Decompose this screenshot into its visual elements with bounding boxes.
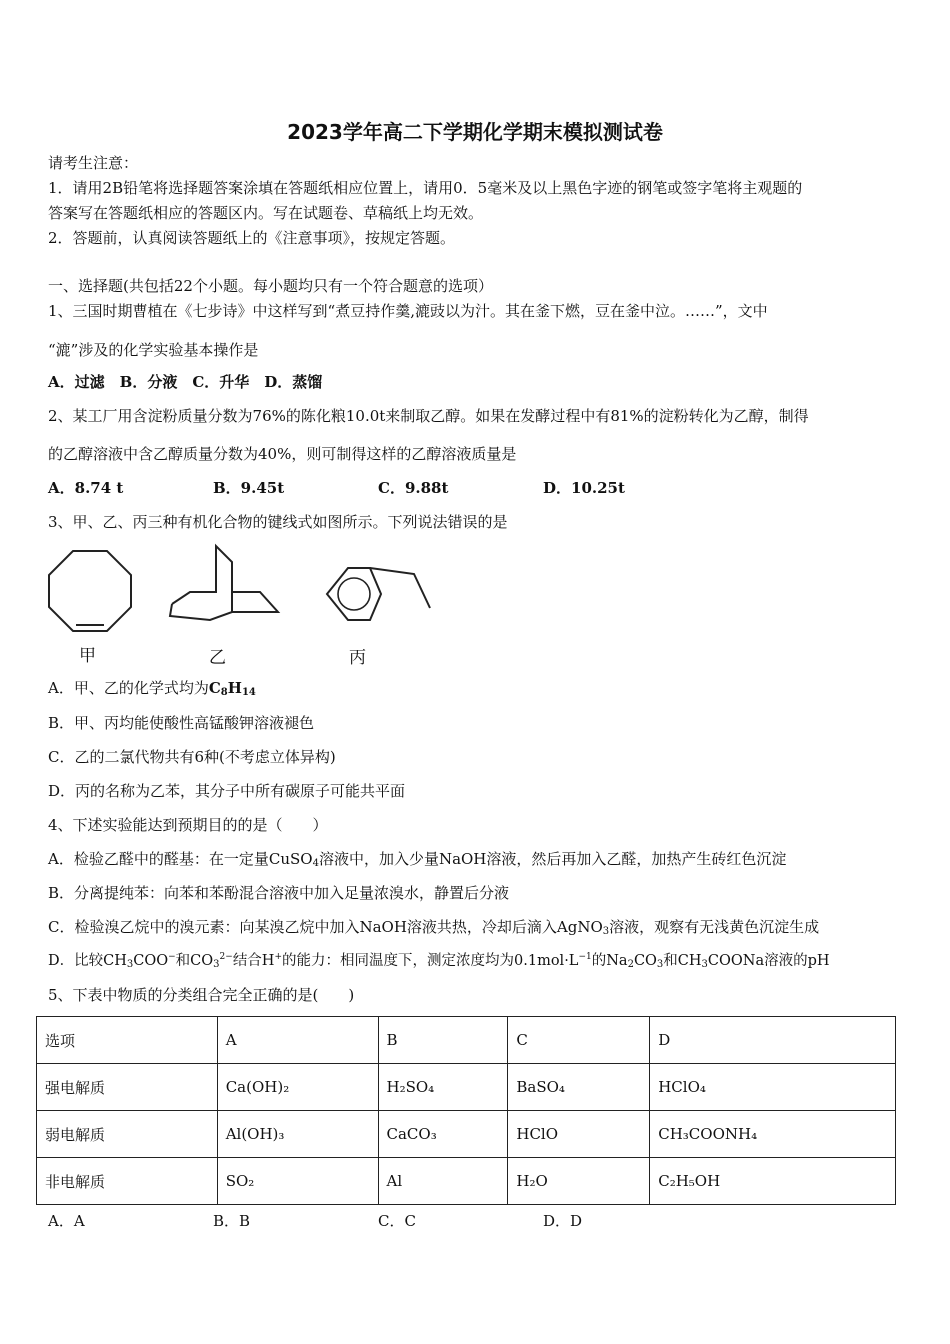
question-3-option-b: B．甲、丙均能使酸性高锰酸钾溶液褪色 [48, 714, 315, 732]
classification-table [36, 1016, 896, 1205]
question-3-option-c: C．乙的二氯代物共有6种(不考虑立体异构) [48, 748, 336, 766]
question-5-option-a: A．A [48, 1212, 85, 1230]
question-4-option-d: D．比较$CH_3COO^-$和$CO_3^{2-}$结合H+的能力：相同温度下，测定浓度均为$0.1mol\cdot L^{-1}$的$Na_2CO_3$和$CH_3COONa$溶液的pH [48, 952, 830, 970]
question-2-option-c: C．9.88t [378, 479, 449, 497]
question-2-option-a: A．8.74 t [48, 479, 124, 497]
cyclooctene-structure [40, 545, 140, 637]
aromatic-ring-circle [338, 578, 370, 610]
table-cell: 非电解质 [37, 1158, 218, 1205]
question-4-option-a: A．检验乙醛中的醛基：在一定量CuSO$_4$溶液中，加入少量NaOH溶液，然后再加入乙醛，加热产生砖红色沉淀 [48, 850, 787, 869]
question-4-stem: 4、下述实验能达到预期目的的是（ ） [48, 816, 328, 834]
table-cell: Al [378, 1158, 508, 1205]
question-1-options: A．过滤 B．分液 C．升华 D．蒸馏 [48, 373, 323, 391]
question-5-option-d: D．D [543, 1212, 583, 1230]
table-cell: 选项 [37, 1017, 218, 1064]
table-cell: SO₂ [217, 1158, 378, 1205]
notice-heading: 请考生注意： [48, 154, 139, 172]
question-2-option-b: B．9.45t [213, 479, 285, 497]
table-cell: 弱电解质 [37, 1111, 218, 1158]
ethylbenzene-structure [318, 560, 438, 632]
table-cell: CaCO₃ [378, 1111, 508, 1158]
table-cell: C₂H₅OH [650, 1158, 896, 1205]
page-title: 2023学年高二下学期化学期末模拟测试卷 [287, 120, 663, 144]
table-cell: BaSO₄ [508, 1064, 650, 1111]
table-cell: H₂O [508, 1158, 650, 1205]
section-heading: 一、选择题(共包括22个小题。每小题均只有一个符合题意的选项） [48, 277, 493, 295]
table-cell: 强电解质 [37, 1064, 218, 1111]
question-4-option-c: C．检验溴乙烷中的溴元素：向某溴乙烷中加入NaOH溶液共热，冷却后滴入AgNO$_3$溶液，观察有无浅黄色沉淀生成 [48, 918, 820, 937]
question-4-option-b: B．分离提纯苯：向苯和苯酚混合溶液中加入足量浓溴水，静置后分液 [48, 884, 510, 902]
notice-item: 答案写在答题纸相应的答题区内。写在试题卷、草稿纸上均无效。 [48, 204, 484, 222]
table-cell: H₂SO₄ [378, 1064, 508, 1111]
table-cell: B [378, 1017, 508, 1064]
table-cell: Al(OH)₃ [217, 1111, 378, 1158]
table-header-row [37, 1017, 896, 1064]
question-3-option-d: D．丙的名称为乙苯，其分子中所有碳原子可能共平面 [48, 782, 406, 800]
table-row [37, 1111, 896, 1158]
table-cell: HClO [508, 1111, 650, 1158]
question-2-option-d: D．10.25t [543, 479, 625, 497]
question-5-option-b: B．B [213, 1212, 251, 1230]
table-cell: D [650, 1017, 896, 1064]
question-2-stem: 2、某工厂用含淀粉质量分数为76%的陈化粮10.0t来制取乙醇。如果在发酵过程中有81%的淀粉转化为乙醇，制得 [48, 407, 809, 425]
table-cell: HClO₄ [650, 1064, 896, 1111]
question-3-stem: 3、甲、乙、丙三种有机化合物的键线式如图所示。下列说法错误的是 [48, 513, 508, 531]
table-row [37, 1064, 896, 1111]
table-cell: A [217, 1017, 378, 1064]
structure-label-jia: 甲 [79, 646, 96, 666]
notice-item: 2．答题前，认真阅读答题纸上的《注意事项》，按规定答题。 [48, 229, 456, 247]
question-3-option-a: A．甲、乙的化学式均为$C_8H_{14}$ [48, 679, 256, 698]
structure-label-bing: 丙 [349, 648, 366, 668]
structure-label-yi: 乙 [209, 648, 226, 668]
table-cell: Ca(OH)₂ [217, 1064, 378, 1111]
question-2-stem-cont: 的乙醇溶液中含乙醇质量分数为40%，则可制得这样的乙醇溶液质量是 [48, 445, 517, 463]
bicyclooctane-structure [160, 540, 290, 630]
question-5-option-c: C．C [378, 1212, 416, 1230]
notice-item: 1．请用2B铅笔将选择题答案涂填在答题纸相应位置上，请用0．5毫米及以上黑色字迹的钢笔或签字笔将主观题的 [48, 179, 803, 197]
table-row [37, 1158, 896, 1205]
question-1-stem-cont: “漉”涉及的化学实验基本操作是 [48, 341, 259, 359]
table-cell: C [508, 1017, 650, 1064]
table-cell: CH₃COONH₄ [650, 1111, 896, 1158]
question-5-stem: 5、下表中物质的分类组合完全正确的是( ) [48, 986, 355, 1004]
question-1-stem: 1、三国时期曹植在《七步诗》中这样写到“煮豆持作羹,漉豉以为汁。其在釜下燃，豆在釜中泣。……”，文中 [48, 302, 768, 320]
